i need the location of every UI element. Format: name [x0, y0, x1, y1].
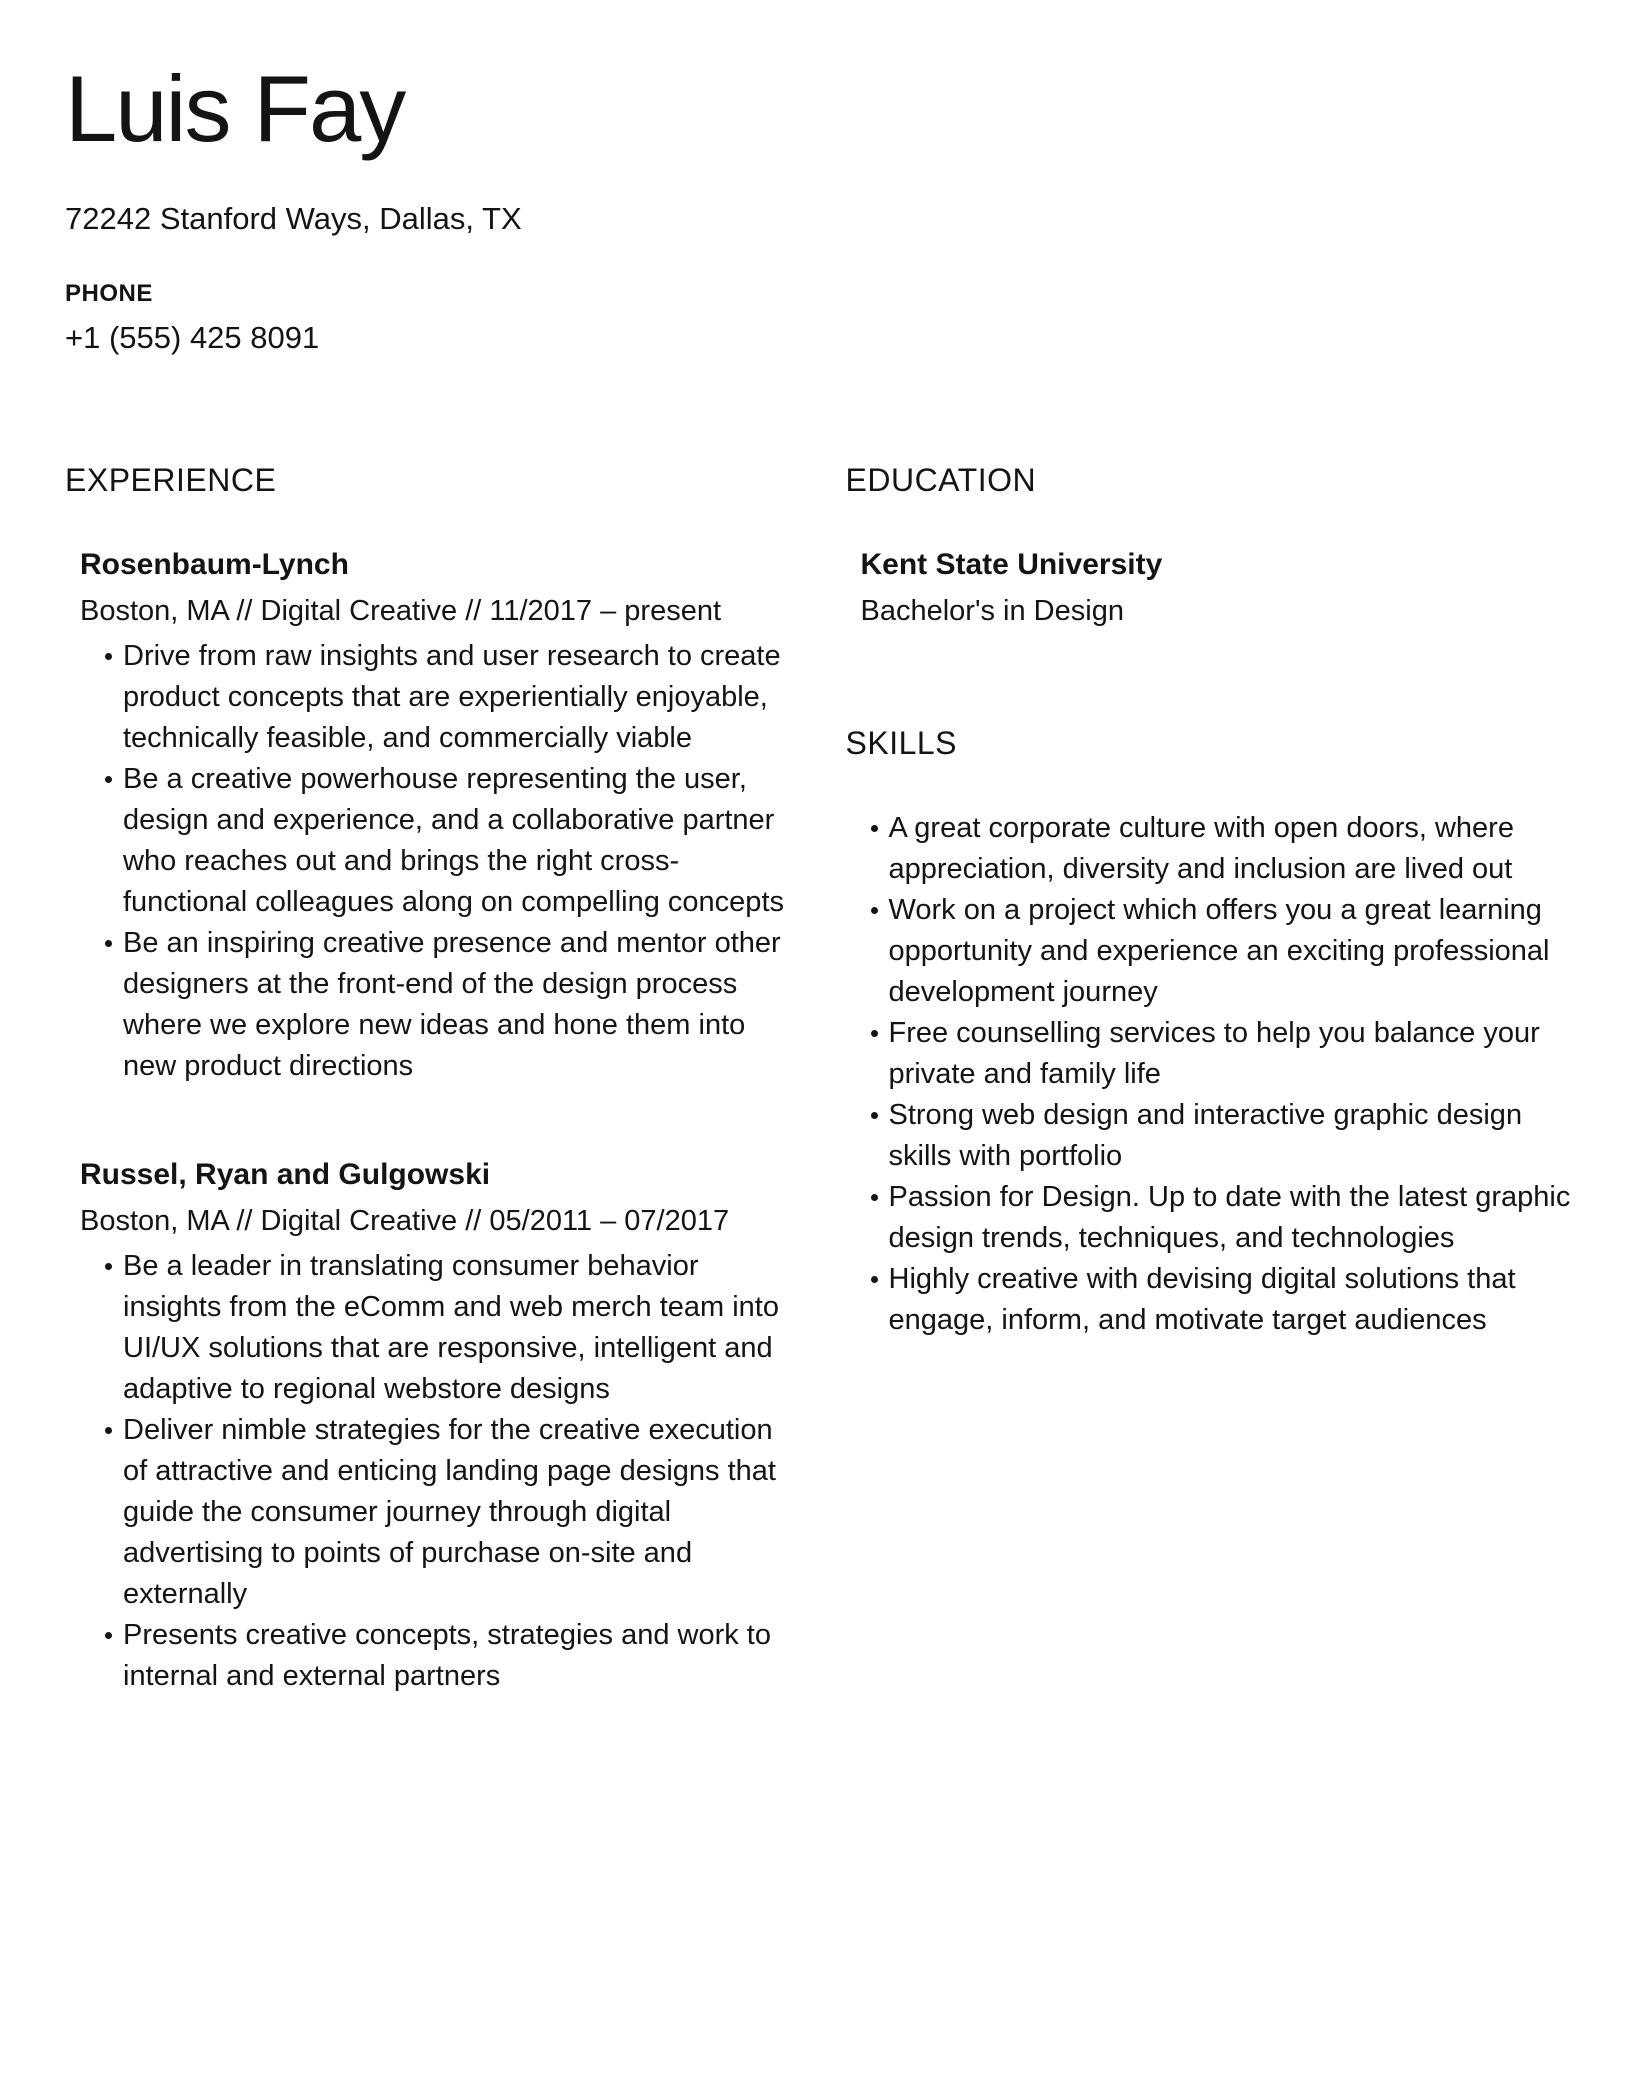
job-bullet-text: Be an inspiring creative presence and mentor other designers at the front-end of the design process where we explore new ideas and hone them into new product directions [123, 927, 781, 1082]
school-degree: Bachelor's in Design [860, 594, 1124, 627]
skill-text: A great corporate culture with open doors, where appreciation, diversity and inclusion are lived out [888, 812, 1514, 885]
bullet-icon [105, 1632, 112, 1639]
bullet-icon [871, 1112, 878, 1119]
bullet-icon [871, 825, 878, 832]
bullet-icon [871, 1030, 878, 1037]
job-entry [80, 545, 794, 1087]
skill-item [846, 890, 1575, 1013]
bullet-icon [105, 1427, 112, 1434]
bullet-icon [871, 1276, 878, 1283]
skill-text: Strong web design and interactive graphic design skills with portfolio [888, 1099, 1523, 1172]
skill-text: Free counselling services to help you balance your private and family life [888, 1017, 1540, 1090]
skill-item [846, 1095, 1575, 1177]
bullet-icon [105, 776, 112, 783]
job-bullet-text: Drive from raw insights and user research to create product concepts that are experientially enjoyable, technically feasible, and commercially viable [123, 640, 781, 754]
job-bullet [80, 923, 794, 1087]
bullet-icon [871, 907, 878, 914]
resume-body [65, 460, 1574, 1765]
job-meta: Boston, MA // Digital Creative // 05/2011 – 07/2017 [80, 1205, 730, 1237]
job-bullet-text: Be a leader in translating consumer behavior insights from the eComm and web merch team into UI/UX solutions that are responsive, intelligent and adaptive to regional webstore designs [123, 1250, 779, 1406]
job-bullet [80, 1410, 794, 1615]
bullet-icon [105, 940, 112, 947]
right-column [846, 460, 1575, 1341]
experience-section [65, 460, 794, 1765]
skills-heading: SKILLS [845, 725, 958, 761]
skills-list [846, 808, 1575, 1341]
job-bullet [80, 636, 794, 759]
job-bullet-list [80, 636, 794, 1087]
person-name: Luis Fay [65, 56, 405, 161]
experience-heading: EXPERIENCE [65, 461, 277, 498]
education-heading: EDUCATION [845, 461, 1037, 498]
phone-number: +1 (555) 425 8091 [65, 319, 320, 355]
job-company: Russel, Ryan and Gulgowski [80, 1158, 491, 1191]
skill-text: Passion for Design. Up to date with the latest graphic design trends, techniques, and technologies [888, 1181, 1571, 1254]
bullet-icon [105, 653, 112, 660]
skill-item [846, 1013, 1575, 1095]
school-entry [861, 545, 1575, 631]
job-bullet [80, 759, 794, 923]
skill-item [846, 1259, 1575, 1341]
job-bullet [80, 1246, 794, 1410]
skill-item [846, 1177, 1575, 1259]
job-meta: Boston, MA // Digital Creative // 11/2017 – present [80, 594, 722, 627]
skill-text: Work on a project which offers you a great learning opportunity and experience an exciting professional development journey [888, 894, 1550, 1008]
school-name: Kent State University [860, 547, 1163, 581]
job-bullet-text: Presents creative concepts, strategies and work to internal and external partners [123, 1619, 771, 1693]
education-section [846, 460, 1575, 631]
job-bullet-list [80, 1246, 794, 1697]
skill-item [846, 808, 1575, 890]
job-bullet-text: Be a creative powerhouse representing the user, design and experience, and a collaborative partner who reaches out and brings the right cross-functional colleagues along on compelling concepts [123, 763, 784, 918]
job-company: Rosenbaum-Lynch [80, 547, 349, 581]
skill-text: Highly creative with devising digital solutions that engage, inform, and motivate target audiences [888, 1263, 1516, 1336]
phone-label: PHONE [65, 279, 153, 307]
bullet-icon [871, 1194, 878, 1201]
skills-section [846, 723, 1575, 1341]
job-bullet [80, 1615, 794, 1697]
address: 72242 Stanford Ways, Dallas, TX [65, 201, 522, 237]
bullet-icon [105, 1263, 112, 1270]
job-bullet-text: Deliver nimble strategies for the creative execution of attractive and enticing landing page designs that guide the consumer journey through digital advertising to points of purchase on-site and externally [123, 1414, 776, 1611]
job-entry [80, 1155, 794, 1697]
resume-header [65, 56, 1574, 358]
